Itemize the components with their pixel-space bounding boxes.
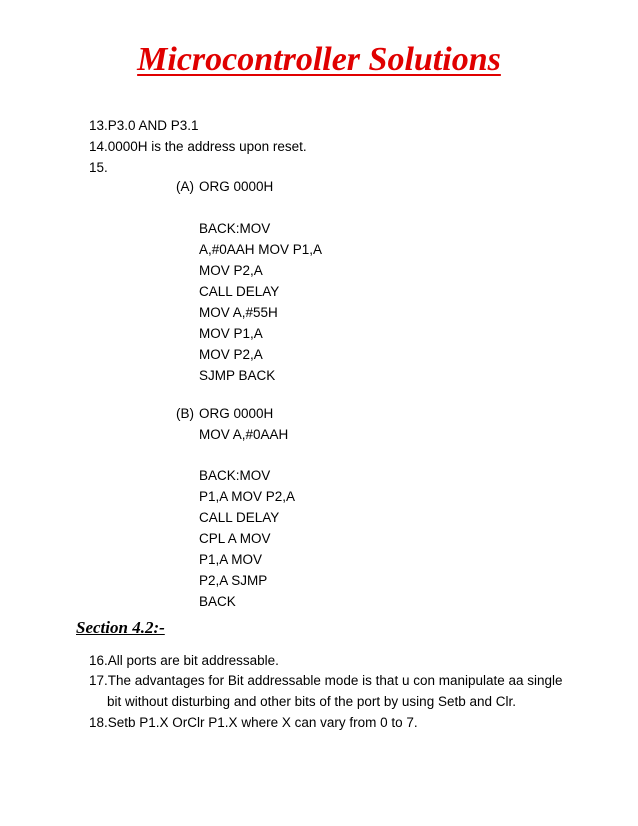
code-line: MOV A,#55H: [199, 305, 278, 320]
answer-18: 18.Setb P1.X OrClr P1.X where X can vary from 0 to 7.: [89, 715, 418, 730]
code-line: BACK:MOV: [199, 221, 271, 236]
part-a-label: (A): [176, 179, 194, 194]
code-line: MOV P2,A: [199, 347, 263, 362]
code-line: P1,A MOV P2,A: [199, 489, 296, 504]
answer-16: 16.All ports are bit addressable.: [89, 653, 279, 668]
code-line: P2,A SJMP: [199, 573, 268, 588]
section-heading: Section 4.2:-: [76, 618, 165, 637]
code-line: BACK:MOV: [199, 468, 271, 483]
answer-15-label: 15.: [89, 160, 108, 175]
answer-13: 13.P3.0 AND P3.1: [89, 118, 199, 133]
part-a-first-line: ORG 0000H: [199, 179, 274, 194]
answer-14: 14.0000H is the address upon reset.: [89, 139, 307, 154]
code-line: P1,A MOV: [199, 552, 263, 567]
code-line: MOV P1,A: [199, 326, 263, 341]
code-line: BACK: [199, 594, 236, 609]
part-b-label: (B): [176, 406, 194, 421]
part-b-second-line: MOV A,#0AAH: [199, 427, 289, 442]
part-b-first-line: ORG 0000H: [199, 406, 274, 421]
answer-17: 17.The advantages for Bit addressable mode is that u con manipulate aa single: [89, 673, 563, 688]
code-line: CALL DELAY: [199, 284, 280, 299]
code-line: MOV P2,A: [199, 263, 263, 278]
code-line: A,#0AAH MOV P1,A: [199, 242, 323, 257]
answer-17-continued: bit without disturbing and other bits of the port by using Setb and Clr.: [107, 694, 516, 709]
code-line: CPL A MOV: [199, 531, 271, 546]
code-line: CALL DELAY: [199, 510, 280, 525]
code-line: SJMP BACK: [199, 368, 276, 383]
document-title: Microcontroller Solutions: [137, 41, 501, 78]
